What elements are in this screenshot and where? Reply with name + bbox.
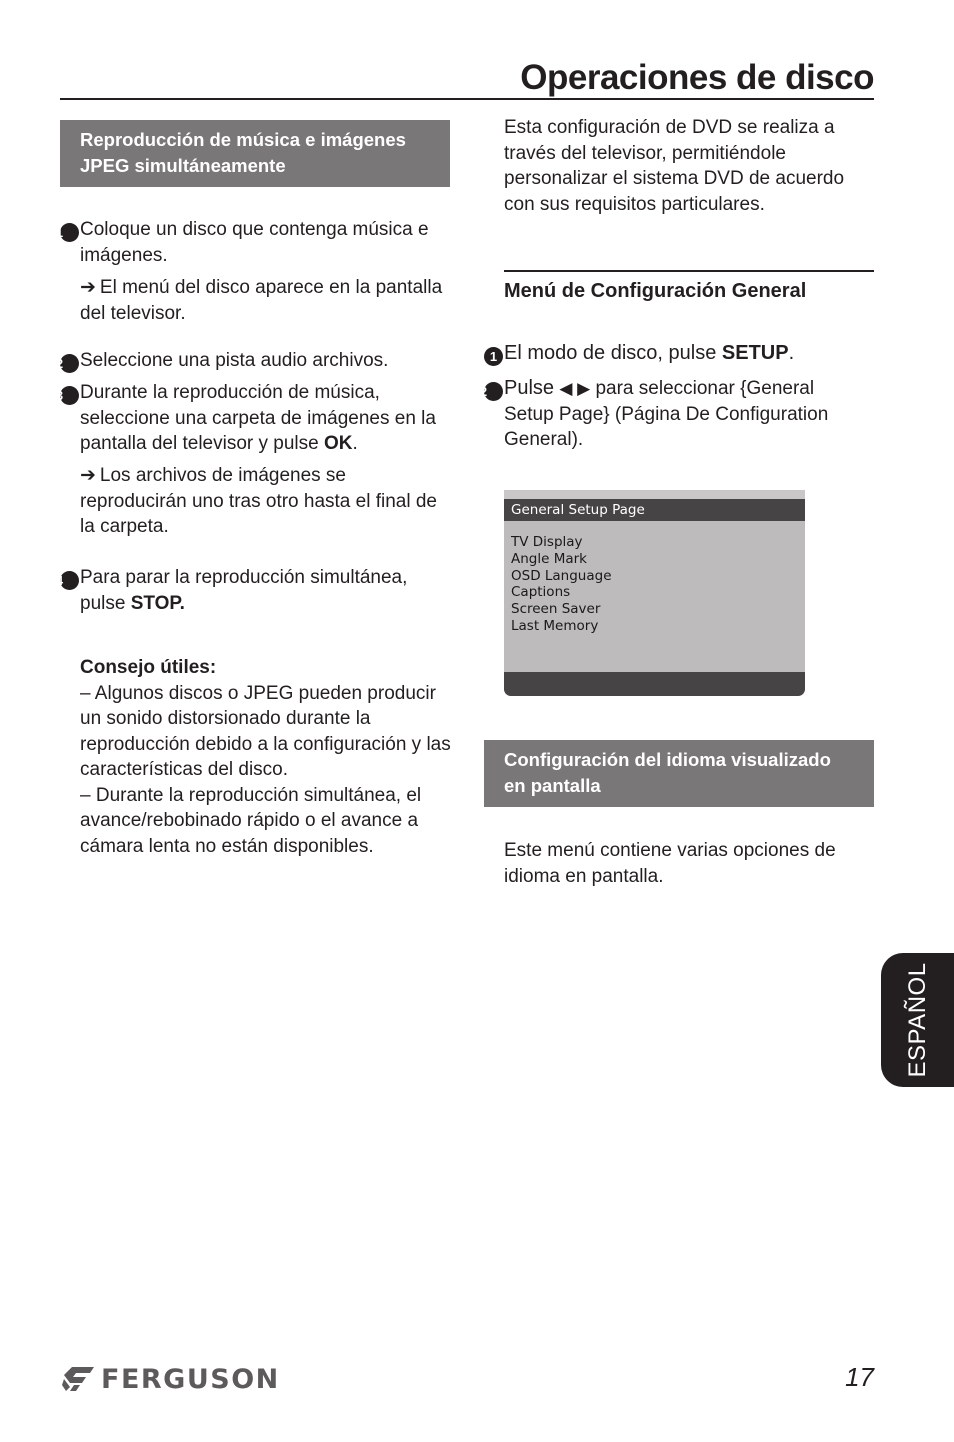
title-divider [60,98,874,100]
language-tab-label: ESPAÑOL [903,962,931,1078]
menu-header: General Setup Page [504,499,805,521]
right-step-2 [479,376,864,453]
left-step-3 [55,380,452,457]
step-number-badge: 4 [60,571,79,590]
tips-block [80,655,452,859]
menu-footer [504,672,805,696]
menu-item: OSD Language [511,567,612,584]
menu-item: TV Display [511,534,583,550]
step-text: Para parar la reproducción simultánea, pulse [80,567,408,614]
left-right-arrows-icon: ◀ ▶ [559,379,591,398]
subheading-divider [504,270,874,272]
tip-item: – Algunos discos o JPEG pueden producir un sonido distorsionado durante la reproducción debido a la configuración y las características del disco. [80,682,451,780]
right-arrow-icon: ➔ [80,277,96,298]
outro-paragraph: Este menú contiene varias opciones de idioma en pantalla. [504,840,836,887]
section-band-left: Reproducción de música e imágenes JPEG simultáneamente [60,120,450,187]
menu-item: Angle Mark [511,550,587,567]
menu-list [504,521,805,635]
step-number-badge: 3 [60,386,79,405]
step-text: Durante la reproducción de música, seleccione una carpeta de imágenes en la pantalla del televisor y pulse [80,382,436,454]
subheading: Menú de Configuración General [504,280,807,302]
menu-item: Last Memory [511,617,599,634]
setup-key-label: SETUP [721,342,789,364]
brand-name: FERGUSON [101,1363,280,1395]
brand-logo [62,1363,280,1395]
step-text: Seleccione una pista audio archivos. [80,350,389,371]
intro-paragraph: Esta configuración de DVD se realiza a través del televisor, permitiéndole personalizar el sistema DVD de acuerdo con sus requisitos particulares. [504,117,845,215]
section-band-right: Configuración del idioma visualizado en pantalla [484,740,874,807]
left-step-2 [55,348,452,374]
right-arrow-icon: ➔ [80,465,96,486]
step-number-badge: 2 [60,354,79,373]
setup-menu-screenshot [504,490,805,696]
note-text: Los archivos de imágenes se reproducirán uno tras otro hasta el final de la carpeta. [80,465,437,537]
tip-item: – Durante la reproducción simultánea, el avance/rebobinado rápido o el avance a cámara lenta no están disponibles. [80,784,422,857]
menu-top-strip [504,490,805,499]
menu-item: Captions [511,584,571,601]
step-number-badge: 2 [484,382,503,401]
left-step-1-note [80,275,450,326]
page-number: 17 [845,1362,874,1392]
stop-key-label: STOP. [130,592,185,614]
step-number-badge: 1 [484,347,503,366]
step-text: Coloque un disco que contenga música e imágenes. [80,219,429,266]
step-text-end: . [788,342,795,364]
ok-key-label: OK [323,433,353,454]
step-text-end: . [352,433,358,454]
step-text: El modo de disco, pulse [504,342,722,364]
step-text: para seleccionar {General Setup Page} (Página De Configuration General). [504,378,829,450]
tips-title: Consejo útiles: [80,657,217,678]
step-number-badge: 1 [60,223,79,242]
ferguson-logo-icon [62,1365,96,1393]
left-step-1 [55,217,452,268]
right-step-1 [484,340,874,366]
note-text: El menú del disco aparece en la pantalla del televisor. [80,277,443,324]
left-step-4 [55,565,452,616]
page-title: Operaciones de disco [520,58,874,97]
language-tab [881,953,954,1087]
menu-item: Screen Saver [511,601,601,618]
left-step-3-note [80,463,452,540]
pulse-label: Pulse [504,377,555,399]
